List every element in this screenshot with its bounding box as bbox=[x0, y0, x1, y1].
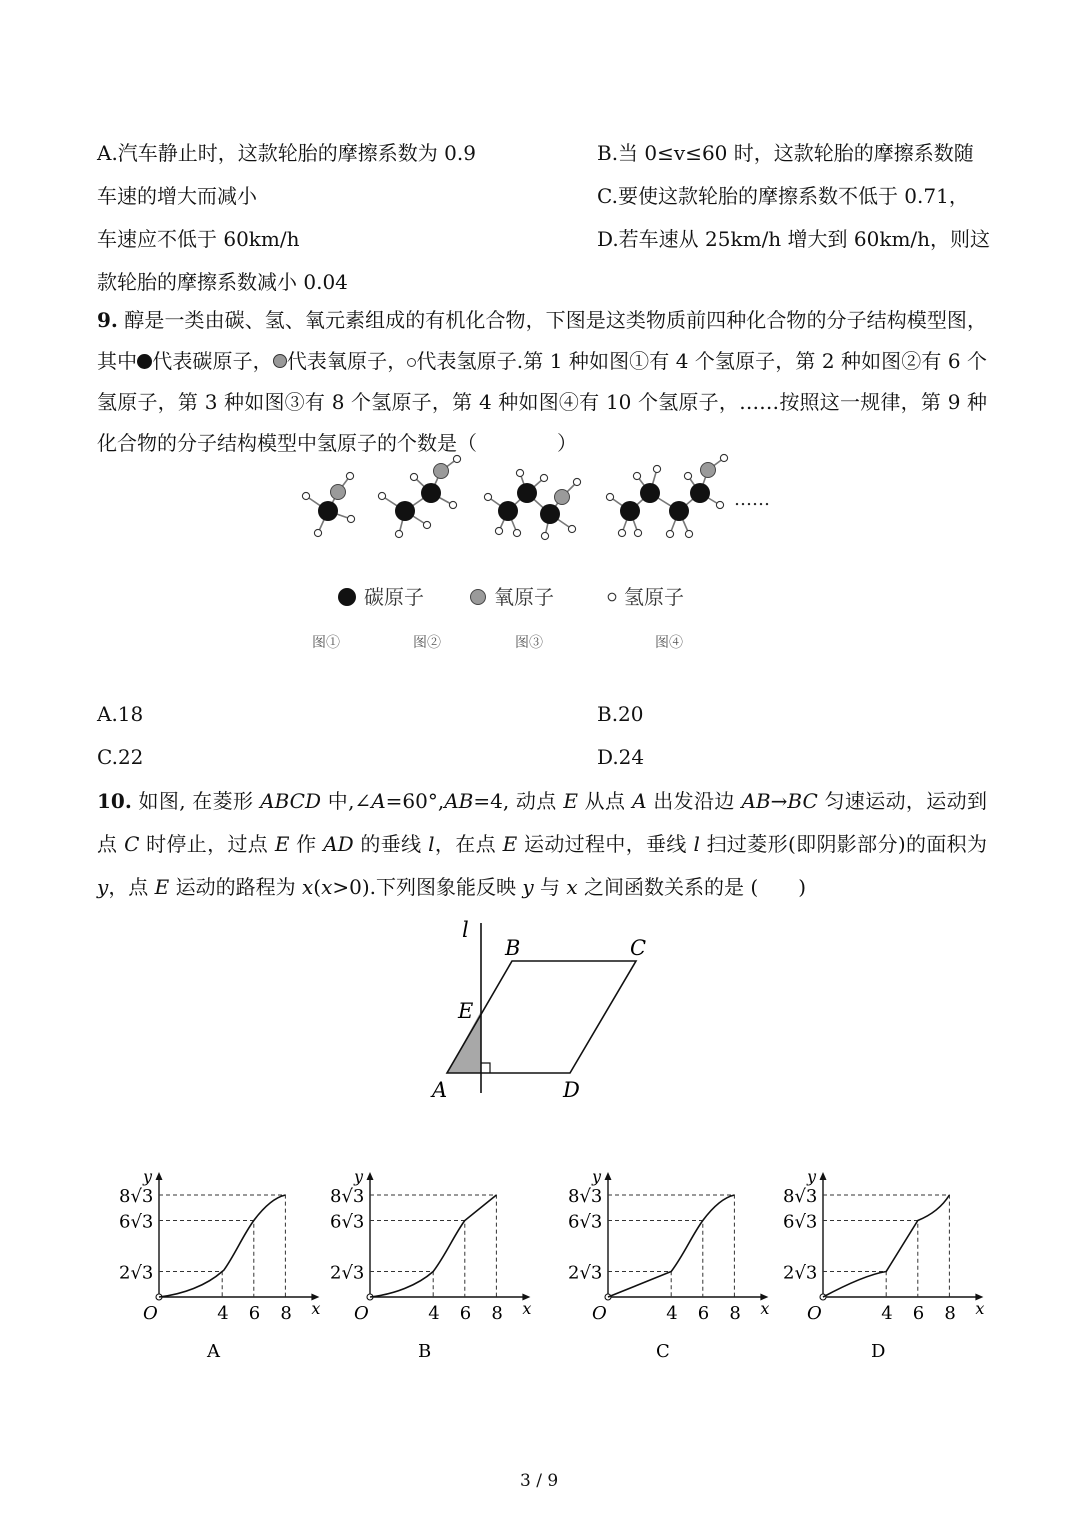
x-tick-label: 4 bbox=[666, 1303, 678, 1324]
guide-line bbox=[823, 1272, 886, 1298]
q10-t1: 如图, 在菱形 bbox=[131, 789, 261, 813]
q10-abcd: ABCD bbox=[260, 789, 321, 813]
q8-option-d: D.若车速从 25km/h 增大到 60km/h，则这 bbox=[597, 227, 991, 251]
graph-b bbox=[330, 1167, 531, 1362]
q8-line4-left: 款轮胎的摩擦系数减小 0.04 bbox=[97, 270, 348, 294]
q10-x1: x bbox=[302, 875, 314, 899]
origin-label: O bbox=[143, 1303, 158, 1324]
right-angle-mark bbox=[481, 1063, 490, 1073]
x-axis-label: x bbox=[975, 1299, 985, 1318]
caption-fig-2: 图② bbox=[413, 635, 441, 651]
hydrogen-icon bbox=[407, 358, 416, 367]
x-axis-label: x bbox=[311, 1299, 321, 1318]
q10-t15: 运动的路程为 bbox=[169, 875, 302, 899]
y-tick-label: 2√3 bbox=[119, 1262, 154, 1284]
guide-line bbox=[370, 1221, 465, 1298]
guide-line bbox=[608, 1221, 703, 1298]
q10-number: 10. bbox=[97, 789, 132, 813]
q9-text-3: 代表氧原子， bbox=[286, 349, 408, 373]
q10-t6: 出发沿边 bbox=[646, 789, 742, 813]
y-tick-label: 6√3 bbox=[119, 1211, 154, 1233]
label-a: A bbox=[432, 1078, 448, 1102]
graph-caption: A bbox=[207, 1341, 220, 1362]
q10-arrow: → bbox=[770, 789, 788, 813]
label-l: l bbox=[462, 918, 469, 942]
y-axis-label: y bbox=[807, 1167, 817, 1186]
caption-fig-1: 图① bbox=[312, 635, 340, 651]
q10-ab2: AB bbox=[741, 789, 771, 813]
x-tick-label: 6 bbox=[248, 1303, 261, 1324]
x-tick-label: 8 bbox=[280, 1303, 292, 1324]
x-axis-label: x bbox=[760, 1299, 770, 1318]
q10-t19: 之间函数关系的是 ( ) bbox=[577, 875, 807, 899]
origin-label: O bbox=[807, 1303, 822, 1324]
q10-x3: x bbox=[566, 875, 578, 899]
molecule-bonds bbox=[306, 458, 724, 536]
molecule-figure bbox=[0, 445, 1080, 665]
guide-line bbox=[823, 1221, 918, 1298]
x-tick-label: 4 bbox=[881, 1303, 893, 1324]
q10-stem bbox=[97, 780, 987, 909]
page-number: 3 / 9 bbox=[520, 1471, 559, 1491]
q10-a2: A bbox=[632, 789, 647, 813]
q10-t9: 作 bbox=[289, 832, 324, 856]
q10-a: A bbox=[371, 789, 386, 813]
label-e: E bbox=[458, 999, 474, 1023]
q8-option-b: B.当 0≤v≤60 时，这款轮胎的摩擦系数随 bbox=[597, 141, 974, 165]
q10-e1: E bbox=[563, 789, 578, 813]
q10-t18: 与 bbox=[533, 875, 567, 899]
q10-t14: ，点 bbox=[108, 875, 155, 899]
q10-x2: x bbox=[321, 875, 333, 899]
q8-option-c: C.要使这款轮胎的摩擦系数不低于 0.71， bbox=[597, 184, 969, 208]
q10-e2: E bbox=[274, 832, 290, 856]
y-tick-label: 8√3 bbox=[783, 1186, 818, 1207]
legend-oxygen-label: 氧原子 bbox=[494, 585, 554, 609]
q10-t4: =4, 动点 bbox=[473, 789, 564, 813]
x-tick-label: 4 bbox=[217, 1303, 229, 1324]
q9-stem bbox=[97, 300, 987, 464]
x-tick-label: 4 bbox=[428, 1303, 440, 1324]
graph-d bbox=[783, 1167, 984, 1362]
q10-t11: ，在点 bbox=[434, 832, 503, 856]
guide-line bbox=[159, 1272, 222, 1298]
q10-t3: =60°, bbox=[385, 789, 445, 813]
carbon-atoms bbox=[318, 483, 710, 524]
graph-caption: B bbox=[418, 1341, 432, 1362]
q10-t10: 的垂线 bbox=[353, 832, 429, 856]
origin-label: O bbox=[592, 1303, 607, 1324]
carbon-icon bbox=[137, 354, 152, 369]
q9-text-4: 代表氢原子.第 1 种如图①有 4 个氢原子，第 2 种如图②有 6 个氢原子，第 3 种如图③有 8 个氢原子，第 4 种如图④有 10 个氢原子，……按照这一规律，第 9 种化合物的分子结构模型中氢原子的个数是（ ） bbox=[97, 349, 988, 455]
y-arrow-icon bbox=[367, 1172, 374, 1180]
y-axis-label: y bbox=[354, 1167, 364, 1186]
x-tick-label: 8 bbox=[729, 1303, 741, 1324]
graph-caption: D bbox=[871, 1341, 886, 1362]
q10-t13: 扫过菱形(即阴影部分)的面积为 bbox=[699, 832, 988, 856]
caption-fig-4: 图④ bbox=[655, 635, 683, 651]
label-c: C bbox=[630, 936, 647, 960]
x-tick-label: 6 bbox=[912, 1303, 925, 1324]
origin-label: O bbox=[354, 1303, 369, 1324]
molecule-ellipsis: …… bbox=[734, 489, 770, 510]
q10-l1: l bbox=[428, 832, 435, 856]
q9-option-c: C.22 bbox=[97, 745, 144, 769]
q9-option-a: A.18 bbox=[97, 702, 144, 726]
oxygen-icon bbox=[273, 354, 287, 368]
q10-y2: y bbox=[522, 875, 534, 899]
y-tick-label: 8√3 bbox=[330, 1186, 365, 1207]
x-tick-label: 6 bbox=[697, 1303, 710, 1324]
graph-c bbox=[568, 1167, 769, 1362]
legend-carbon-label: 碳原子 bbox=[364, 585, 424, 609]
y-tick-label: 8√3 bbox=[568, 1186, 603, 1207]
graph-caption: C bbox=[656, 1341, 670, 1362]
q10-t12: 运动过程中，垂线 bbox=[517, 832, 694, 856]
y-axis-label: y bbox=[143, 1167, 153, 1186]
y-arrow-icon bbox=[156, 1172, 163, 1180]
guide-line bbox=[159, 1221, 254, 1298]
q9-option-b: B.20 bbox=[597, 702, 644, 726]
q8-line3-left: 车速应不低于 60km/h bbox=[97, 227, 300, 251]
q10-e4: E bbox=[154, 875, 170, 899]
q10-c: C bbox=[124, 832, 140, 856]
q9-text-1: 醇是一类由碳、氢、氧元素组成的有机化合物，下图是这类物质前四种化合物的分子结构模型图，其中 bbox=[97, 308, 987, 373]
label-d: D bbox=[563, 1078, 580, 1102]
legend-hydrogen-label: 氢原子 bbox=[624, 585, 684, 609]
y-tick-label: 2√3 bbox=[783, 1262, 818, 1284]
caption-fig-3: 图③ bbox=[515, 635, 543, 651]
y-tick-label: 2√3 bbox=[568, 1262, 603, 1284]
q10-ab: AB bbox=[444, 789, 474, 813]
q9-text-2: 代表碳原子， bbox=[152, 349, 273, 373]
q10-t2: 中,∠ bbox=[320, 789, 372, 813]
legend-hydrogen-icon bbox=[608, 593, 616, 601]
graphs-svg bbox=[0, 1150, 1080, 1370]
q9-number: 9. bbox=[97, 308, 118, 332]
guide-line bbox=[370, 1272, 433, 1298]
y-axis-label: y bbox=[592, 1167, 602, 1186]
y-tick-label: 6√3 bbox=[783, 1211, 818, 1233]
y-tick-label: 8√3 bbox=[119, 1186, 154, 1207]
legend-carbon-icon bbox=[338, 588, 356, 606]
q10-t7: 匀速运动，运动到点 bbox=[97, 789, 988, 856]
label-b: B bbox=[505, 936, 521, 960]
q10-t17: >0).下列图象能反映 bbox=[332, 875, 523, 899]
q8-line2-left: 车速的增大而减小 bbox=[97, 184, 257, 208]
legend-oxygen-icon bbox=[471, 590, 486, 605]
rhombus-figure bbox=[420, 915, 720, 1105]
graph-a bbox=[119, 1167, 320, 1362]
x-tick-label: 6 bbox=[459, 1303, 472, 1324]
q10-ad: AD bbox=[323, 832, 354, 856]
y-arrow-icon bbox=[605, 1172, 612, 1180]
q10-e3: E bbox=[502, 832, 518, 856]
q10-t5: 从点 bbox=[577, 789, 633, 813]
q9-option-d: D.24 bbox=[597, 745, 645, 769]
q10-y1: y bbox=[97, 875, 109, 899]
x-tick-label: 8 bbox=[491, 1303, 503, 1324]
q10-t16: ( bbox=[313, 875, 322, 899]
q8-option-a: A.汽车静止时，这款轮胎的摩擦系数为 0.9 bbox=[97, 141, 476, 165]
q10-l2: l bbox=[693, 832, 700, 856]
y-tick-label: 6√3 bbox=[330, 1211, 365, 1233]
y-arrow-icon bbox=[820, 1172, 827, 1180]
y-tick-label: 2√3 bbox=[330, 1262, 365, 1284]
q10-bc: BC bbox=[787, 789, 818, 813]
q10-t8: 时停止，过点 bbox=[139, 832, 275, 856]
x-tick-label: 8 bbox=[944, 1303, 956, 1324]
y-tick-label: 6√3 bbox=[568, 1211, 603, 1233]
x-axis-label: x bbox=[522, 1299, 532, 1318]
